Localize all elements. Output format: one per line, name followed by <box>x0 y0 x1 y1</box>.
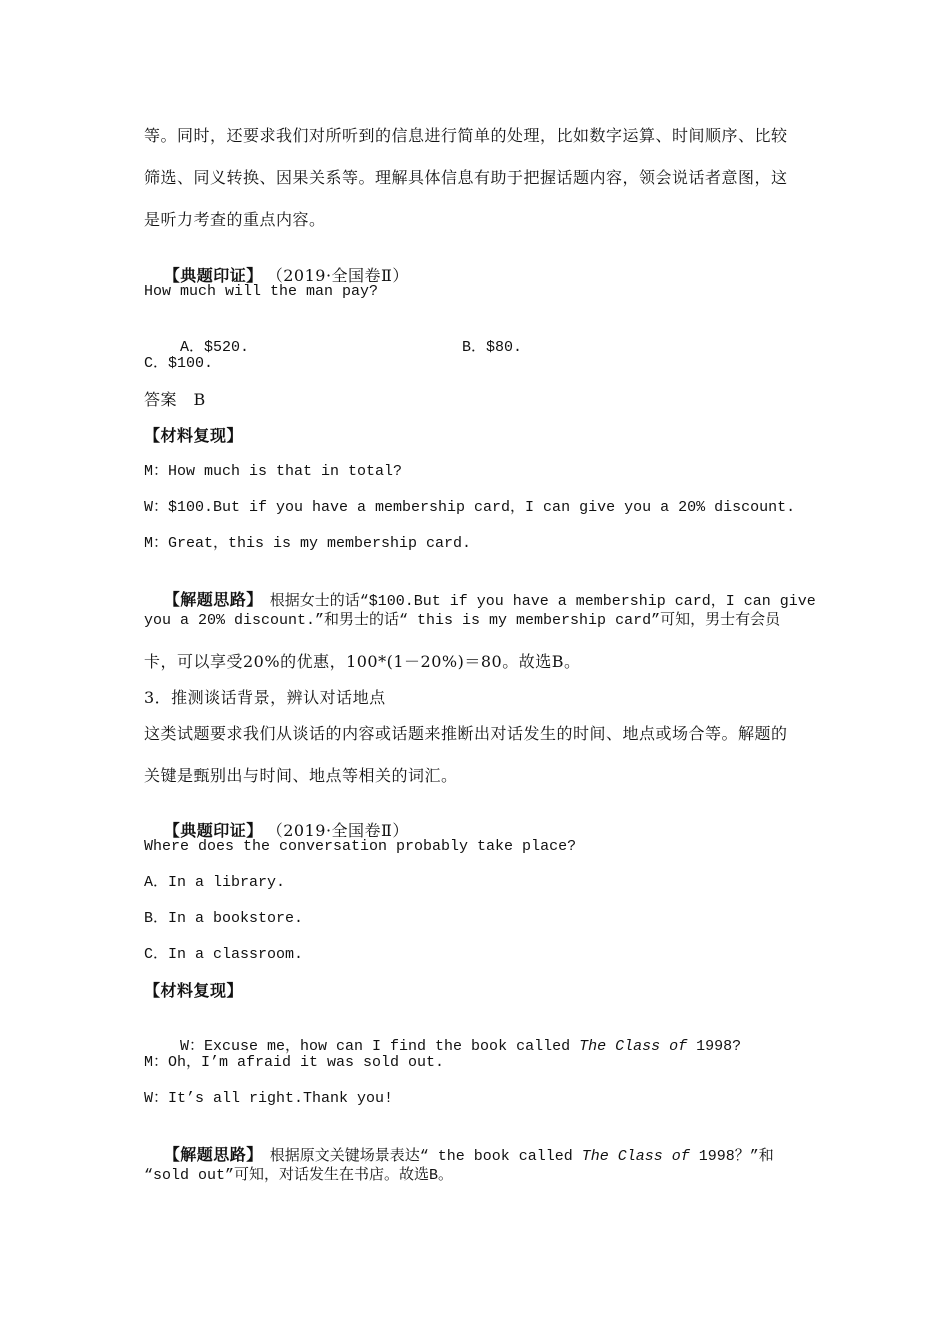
book-title: The Class of <box>581 1148 690 1165</box>
example-source: （2019·全国卷Ⅱ） <box>274 266 409 285</box>
example-tag: 【典题印证】 <box>163 821 263 840</box>
option-a: A．In a library. <box>144 874 286 891</box>
book-title: The Class of <box>579 1038 688 1055</box>
option-b: B．In a bookstore. <box>144 910 304 927</box>
material-tag: 【材料复现】 <box>144 981 244 1000</box>
analysis-line-2: “sold out”可知，对话发生在书店。故选B。 <box>144 1167 454 1184</box>
option-c: C．In a classroom. <box>144 946 304 963</box>
example-1-question: How much will the man pay? <box>144 283 379 300</box>
section-heading: 3．推测谈话背景，辨认对话地点 <box>144 688 386 707</box>
dialogue-text: W：Excuse me，how can I find the book called <box>180 1038 580 1055</box>
intro-line-1: 等。同时，还要求我们对所听到的信息进行简单的处理，比如数字运算、时间顺序、比较 <box>144 126 788 145</box>
analysis-tag: 【解题思路】 <box>163 590 255 609</box>
material-tag: 【材料复现】 <box>144 426 244 445</box>
option-a: A．$520. <box>180 339 250 356</box>
dialogue-text: 1998? <box>687 1038 742 1055</box>
analysis-line-3: 卡，可以享受20%的优惠，100*(1－20%)＝80。故选B。 <box>144 652 581 671</box>
example-1-options-ab <box>144 318 814 378</box>
answer-line: 答案 B <box>144 390 206 409</box>
analysis-tag: 【解题思路】 <box>163 1145 255 1164</box>
intro-line-3: 是听力考查的重点内容。 <box>144 210 326 229</box>
dialogue-line: W：$100.But if you have a membership card，I can give you a 20% discount. <box>144 499 796 516</box>
dialogue-line: M：How much is that in total? <box>144 463 403 480</box>
dialogue-line: M：Great，this is my membership card. <box>144 535 472 552</box>
option-b: B．$80. <box>462 339 523 356</box>
section-desc-2: 关键是甄别出与时间、地点等相关的词汇。 <box>144 766 458 785</box>
analysis-text: 1998？”和 <box>689 1148 774 1165</box>
example-tag: 【典题印证】 <box>163 266 263 285</box>
example-2-question: Where does the conversation probably take place? <box>144 838 577 855</box>
section-desc-1: 这类试题要求我们从谈话的内容或话题来推断出对话发生的时间、地点或场合等。解题的 <box>144 724 788 743</box>
option-c: C．$100. <box>144 355 214 372</box>
analysis-text: 根据女士的话“$100.But if you have a membership card，I can give <box>254 593 816 610</box>
intro-line-2: 筛选、同义转换、因果关系等。理解具体信息有助于把握话题内容，领会说话者意图，这 <box>144 168 788 187</box>
analysis-text: 根据原文关键场景表达“ the book called <box>254 1148 582 1165</box>
example-source: （2019·全国卷Ⅱ） <box>274 821 409 840</box>
dialogue-line: W：It’s all right.Thank you! <box>144 1090 394 1107</box>
analysis-line-2: you a 20% discount.”和男士的话“ this is my membership card”可知，男士有会员 <box>144 612 781 629</box>
dialogue-line: M：Oh，I’m afraid it was sold out. <box>144 1054 445 1071</box>
